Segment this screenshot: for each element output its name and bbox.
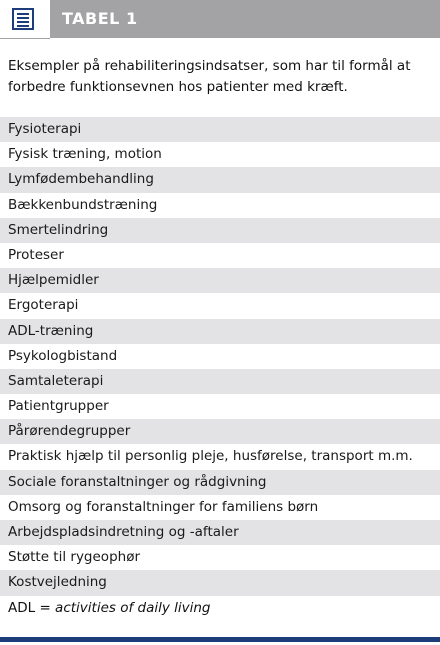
table-row: ADL-træning: [0, 319, 440, 344]
table-title: TABEL 1: [62, 9, 138, 28]
table-row: Praktisk hjælp til personlig pleje, husførelse, transport m.m.: [0, 444, 440, 469]
document-icon: [12, 8, 34, 30]
table-row: Hjælpemidler: [0, 268, 440, 293]
table-row: Smertelindring: [0, 218, 440, 243]
table-row: Pårørendegrupper: [0, 419, 440, 444]
table-row: Patientgrupper: [0, 394, 440, 419]
table-row: Sociale foranstaltninger og rådgivning: [0, 470, 440, 495]
footnote-definition: activities of daily living: [55, 600, 211, 616]
table-row: Proteser: [0, 243, 440, 268]
table-row: Fysisk træning, motion: [0, 142, 440, 167]
table-row: Støtte til rygeophør: [0, 545, 440, 570]
header-icon-box: [0, 0, 50, 39]
table-header: [0, 0, 440, 38]
table-row: Ergoterapi: [0, 293, 440, 318]
bottom-rule: [0, 637, 440, 642]
table-row: Fysioterapi: [0, 117, 440, 142]
table-row: Lymfødembehandling: [0, 167, 440, 192]
table-row: Kostvejledning: [0, 570, 440, 595]
footnote-abbreviation: ADL =: [8, 600, 56, 616]
table-row: Omsorg og foranstaltninger for familiens børn: [0, 495, 440, 520]
table-footnote: [8, 600, 211, 616]
table-row: Samtaleterapi: [0, 369, 440, 394]
table-row: Arbejdspladsindretning og -aftaler: [0, 520, 440, 545]
table-row: Psykologbistand: [0, 344, 440, 369]
table-caption: Eksempler på rehabiliteringsindsatser, som har til formål at forbedre funktionsevnen hos patienter med kræft.: [8, 58, 411, 95]
table-rows: [0, 117, 440, 596]
table-row: Bækkenbundstræning: [0, 193, 440, 218]
